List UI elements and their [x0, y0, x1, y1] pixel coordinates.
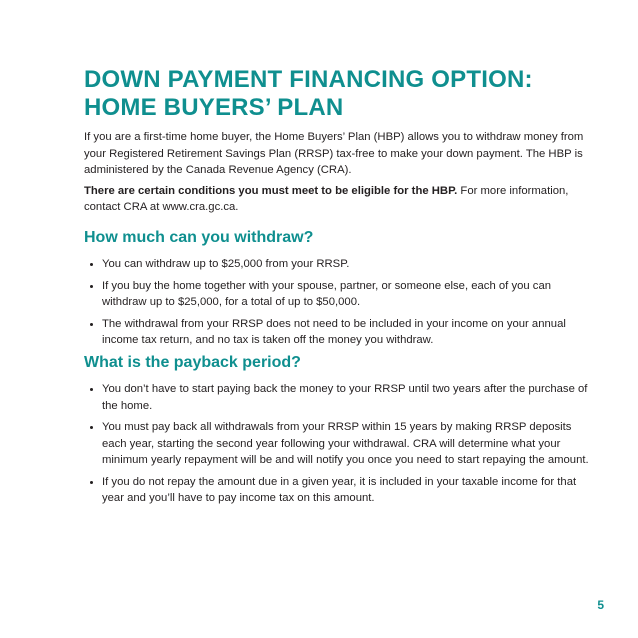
page-title: [84, 66, 604, 122]
bullet-icon: [90, 263, 93, 266]
conditions-paragraph: [84, 183, 584, 216]
list-item: [90, 316, 590, 349]
list-item-text: If you buy the home together with your spouse, partner, or someone else, each of you can withdraw up to $25,000, for a total of up to $50,000.: [102, 279, 552, 308]
withdraw-bullet-list: [90, 256, 590, 354]
conditions-bold-text: There are certain conditions you must meet to be eligible for the HBP.: [84, 184, 458, 197]
bullet-icon: [90, 323, 93, 326]
list-item-text: If you do not repay the amount due in a given year, it is included in your taxable income for that year and you’ll have to pay income tax on this amount.: [102, 475, 577, 504]
list-item-text: You must pay back all withdrawals from your RRSP within 15 years by making RRSP deposits each year, starting the second year following your withdrawal. CRA will determine what your minimum yearly repayment will be and will notify you once you need to start repaying the amount.: [102, 421, 589, 466]
page-number: 5: [597, 598, 604, 612]
title-line-2: HOME BUYERS’ PLAN: [84, 94, 344, 121]
bullet-icon: [90, 388, 93, 391]
bullet-icon: [90, 285, 93, 288]
bullet-icon: [90, 481, 93, 484]
list-item: [90, 381, 590, 414]
list-item: [90, 419, 590, 469]
section-heading-withdraw: How much can you withdraw?: [84, 229, 314, 246]
list-item-text: You can withdraw up to $25,000 from your RRSP.: [102, 258, 350, 270]
list-item: [90, 278, 590, 311]
conditions-contact-text: For more information, contact CRA at www.cra.gc.ca.: [84, 184, 569, 213]
list-item: [90, 474, 590, 507]
list-item: [90, 256, 590, 273]
bullet-icon: [90, 426, 93, 429]
list-item-text: You don’t have to start paying back the money to your RRSP until two years after the purchase of the home.: [102, 383, 588, 412]
title-line-1: DOWN PAYMENT FINANCING OPTION:: [84, 66, 533, 93]
intro-block: [84, 129, 584, 220]
list-item-text: The withdrawal from your RRSP does not need to be included in your income on your annual income tax return, and no tax is taken off the money you withdraw.: [102, 317, 566, 346]
section-heading-payback: What is the payback period?: [84, 354, 301, 371]
payback-bullet-list: [90, 381, 590, 512]
intro-paragraph: If you are a first-time home buyer, the Home Buyers’ Plan (HBP) allows you to withdraw money from your Registered Retirement Savings Plan (RRSP) tax-free to make your down payment. The HBP is administered by the Canada Revenue Agency (CRA).: [84, 131, 584, 176]
